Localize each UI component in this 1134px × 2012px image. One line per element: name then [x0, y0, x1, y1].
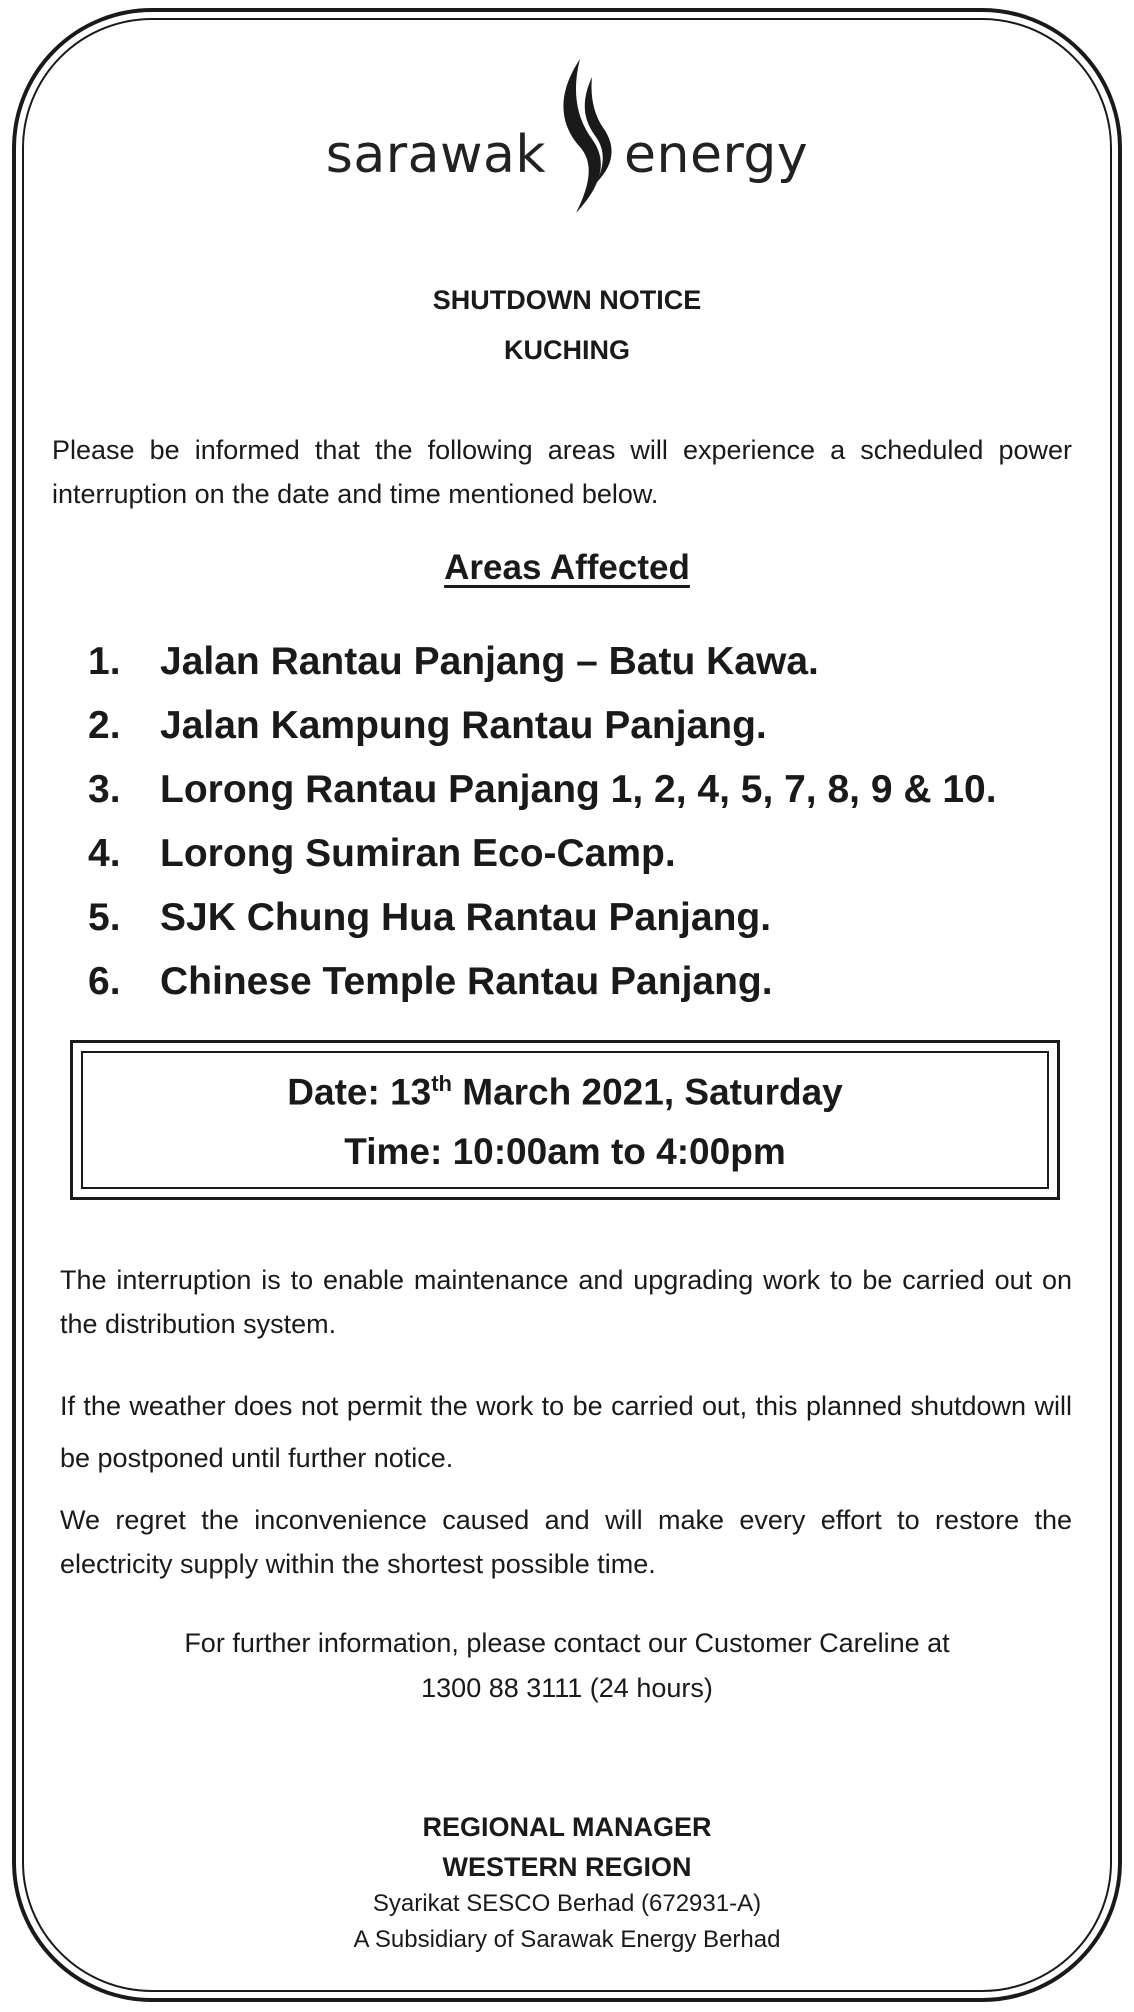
- brand-word-left: sarawak: [325, 125, 547, 185]
- flame-logo-icon: [550, 55, 620, 215]
- areas-list: [88, 630, 997, 1014]
- signature-subsidiary: A Subsidiary of Sarawak Energy Berhad: [353, 1926, 781, 1953]
- signature-company: Syarikat SESCO Berhad (672931-A): [372, 1890, 762, 1917]
- weather-paragraph: If the weather does not permit the work to be carried out, this planned shutdown will be postponed until further notice.: [60, 1391, 1072, 1473]
- schedule-date: Date: 13th March 2021, Saturday: [287, 1071, 843, 1113]
- intro-paragraph: Please be informed that the following areas will experience a scheduled power interruption on the date and time mentioned below.: [52, 435, 1072, 509]
- notice-location: KUCHING: [504, 335, 630, 365]
- brand-word-right: energy: [624, 125, 809, 185]
- schedule-time: Time: 10:00am to 4:00pm: [344, 1131, 786, 1172]
- areas-heading: Areas Affected: [444, 548, 690, 587]
- contact-line-1: For further information, please contact our Customer Careline at: [184, 1628, 950, 1658]
- reason-paragraph: The interruption is to enable maintenance and upgrading work to be carried out on the distribution system.: [60, 1265, 1072, 1339]
- list-item: 5. SJK Chung Hua Rantau Panjang.: [88, 896, 772, 939]
- list-item: 2. Jalan Kampung Rantau Panjang.: [88, 704, 767, 747]
- contact-phone: 1300 88 3111 (24 hours): [421, 1673, 713, 1703]
- notice-title: SHUTDOWN NOTICE: [432, 285, 702, 315]
- list-item: 6. Chinese Temple Rantau Panjang.: [88, 960, 773, 1003]
- schedule-box: [70, 1040, 1060, 1200]
- apology-paragraph: We regret the inconvenience caused and will make every effort to restore the electricity supply within the shortest possible time.: [60, 1505, 1072, 1579]
- list-item: 3. Lorong Rantau Panjang 1, 2, 4, 5, 7, 8, 9 & 10.: [88, 768, 997, 811]
- brand-logo: [0, 55, 1134, 215]
- list-item: 4. Lorong Sumiran Eco-Camp.: [88, 832, 676, 875]
- signature-role: REGIONAL MANAGER: [422, 1812, 712, 1842]
- signature-region: WESTERN REGION: [442, 1852, 692, 1882]
- list-item: 1. Jalan Rantau Panjang – Batu Kawa.: [88, 640, 819, 683]
